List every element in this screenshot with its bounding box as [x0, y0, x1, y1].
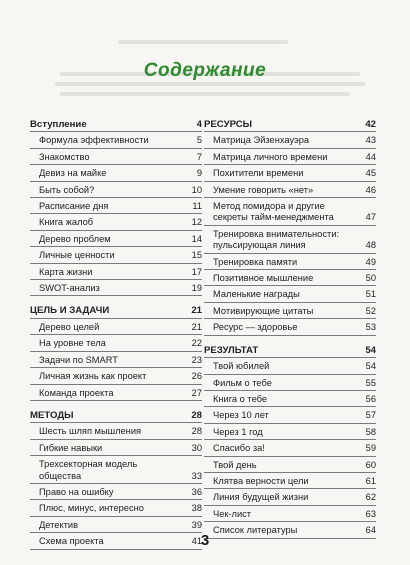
toc-entry[interactable]	[30, 319, 202, 335]
toc-entry-page: 5	[196, 135, 202, 146]
toc-entry-page: 46	[365, 184, 376, 195]
toc-heading-label: МЕТОДЫ	[30, 409, 74, 421]
toc-section	[30, 116, 202, 296]
toc-entry-page: 48	[365, 240, 376, 251]
toc-entry-page: 28	[191, 426, 202, 437]
toc-entry-label: Расписание дня	[39, 201, 109, 212]
toc-entry[interactable]	[204, 424, 376, 440]
toc-entry[interactable]	[30, 280, 202, 296]
toc-entry-label: Плюс, минус, интересно	[39, 503, 144, 514]
toc-entry[interactable]	[204, 457, 376, 473]
toc-entry-page: 64	[365, 525, 376, 536]
toc-entry[interactable]	[30, 247, 202, 263]
toc-entry-page: 44	[365, 151, 376, 162]
toc-entry-page: 47	[365, 212, 376, 223]
toc-entry-label: Через 1 год	[213, 426, 263, 437]
toc-entry[interactable]	[30, 423, 202, 439]
toc-entry-label: Гибкие навыки	[39, 442, 103, 453]
toc-heading-page: 21	[191, 305, 202, 317]
toc-entry-label: Знакомство	[39, 151, 90, 162]
toc-entry-page: 26	[191, 371, 202, 382]
toc-entry[interactable]	[204, 182, 376, 198]
toc-entry-label: Схема проекта	[39, 536, 104, 547]
toc-entry-page: 33	[191, 470, 202, 481]
toc-entry[interactable]	[30, 385, 202, 401]
toc-entry-label: SWOT-анализ	[39, 283, 100, 294]
toc-entry-page: 50	[365, 273, 376, 284]
page-number: 3	[200, 532, 210, 549]
toc-entry-page: 11	[192, 201, 202, 212]
toc-entry-label: Ресурс — здоровье	[213, 322, 298, 333]
toc-entry-label: Быть собой?	[39, 184, 95, 195]
toc-entry-page: 60	[365, 459, 376, 470]
toc-entry-label: Книга о тебе	[213, 393, 268, 404]
toc-entry[interactable]	[30, 214, 202, 230]
toc-entry-label: Право на ошибку	[39, 486, 114, 497]
toc-left-column	[30, 116, 202, 556]
toc-section	[30, 302, 202, 400]
toc-entry[interactable]	[204, 375, 376, 391]
toc-entry-page: 54	[365, 361, 376, 372]
toc-entry-page: 58	[365, 426, 376, 437]
toc-entry-page: 41	[191, 536, 202, 547]
toc-entry-page: 51	[365, 289, 376, 300]
toc-entry-label: Матрица личного времени	[213, 151, 328, 162]
toc-entry-label: Книга жалоб	[39, 217, 94, 228]
toc-entry[interactable]	[30, 149, 202, 165]
toc-entry-page: 56	[365, 393, 376, 404]
toc-heading-page: 42	[365, 119, 376, 130]
toc-entry-label: Матрица Эйзенхауэра	[213, 135, 310, 146]
toc-entry[interactable]	[30, 352, 202, 368]
toc-entry-label: Детектив	[39, 519, 79, 530]
toc-entry-page: 38	[191, 503, 202, 514]
toc-entry-page: 9	[196, 168, 202, 179]
toc-section-heading[interactable]	[30, 116, 202, 132]
toc-entry[interactable]	[30, 198, 202, 214]
toc-entry[interactable]	[30, 517, 202, 533]
toc-entry-page: 52	[365, 305, 376, 316]
toc-entry-label: Дерево целей	[39, 321, 100, 332]
toc-entry[interactable]	[204, 226, 376, 254]
toc-entry-page: 12	[191, 217, 202, 228]
toc-entry-page: 62	[365, 492, 376, 503]
toc-entry[interactable]	[204, 358, 376, 374]
toc-entry[interactable]	[30, 368, 202, 384]
toc-entry-label: Список литературы	[213, 525, 298, 536]
toc-entry-label: Через 10 лет	[213, 410, 269, 421]
toc-entry[interactable]	[204, 319, 376, 335]
toc-heading-page: 4	[196, 119, 202, 130]
toc-entry[interactable]	[204, 407, 376, 423]
toc-entry-page: 15	[191, 250, 202, 261]
toc-entry-label: Шесть шляп мышления	[39, 426, 142, 437]
toc-section-heading[interactable]	[30, 407, 202, 423]
toc-entry-label: Формула эффективности	[39, 135, 149, 146]
toc-entry-label: Твой юбилей	[213, 361, 270, 372]
toc-entry-page: 57	[365, 410, 376, 421]
toc-section-heading[interactable]	[204, 342, 376, 358]
toc-entry-label: Карта жизни	[39, 266, 93, 277]
toc-entry[interactable]	[30, 132, 202, 148]
toc-entry[interactable]	[30, 440, 202, 456]
toc-entry-page: 49	[365, 256, 376, 267]
toc-heading-label: ЦЕЛЬ И ЗАДАЧИ	[30, 305, 110, 317]
toc-entry-page: 45	[365, 168, 376, 179]
toc-entry-label: Метод помидора и другие секреты тайм-менеджмента	[213, 201, 334, 223]
toc-entry-label: Личная жизнь как проект	[39, 371, 147, 382]
toc-entry-page: 27	[191, 387, 202, 398]
toc-heading-page: 28	[191, 409, 202, 421]
toc-entry-page: 39	[191, 519, 202, 530]
toc-section	[30, 407, 202, 550]
toc-entry-page: 10	[191, 184, 202, 195]
toc-entry[interactable]	[30, 264, 202, 280]
toc-entry-page: 43	[365, 135, 376, 146]
toc-entry[interactable]	[204, 440, 376, 456]
toc-entry-page: 30	[191, 442, 202, 453]
toc-entry[interactable]	[204, 391, 376, 407]
toc-entry-page: 19	[191, 283, 202, 294]
toc-entry-label: Твой день	[213, 459, 257, 470]
toc-entry-label: Дерево проблем	[39, 233, 111, 244]
toc-entry-page: 55	[365, 377, 376, 388]
toc-entry-label: Фильм о тебе	[213, 377, 272, 388]
toc-entry-page: 36	[191, 486, 202, 497]
toc-entry[interactable]	[204, 303, 376, 319]
page-title: Содержание	[143, 60, 267, 81]
toc-entry-page: 21	[191, 321, 202, 332]
toc-entry[interactable]	[204, 149, 376, 165]
toc-entry-label: Линия будущей жизни	[213, 492, 309, 503]
toc-entry-page: 63	[365, 508, 376, 519]
toc-entry[interactable]	[204, 286, 376, 302]
toc-entry-page: 14	[191, 233, 202, 244]
toc-entry-label: Трехсекторная модель общества	[39, 459, 138, 481]
toc-entry-label: На уровне тела	[39, 338, 106, 349]
toc-entry-label: Клятва верности цели	[213, 475, 309, 486]
toc-entry[interactable]	[30, 231, 202, 247]
toc-entry-label: Маленькие награды	[213, 289, 300, 300]
toc-entry[interactable]	[204, 489, 376, 505]
toc-entry[interactable]	[30, 335, 202, 351]
toc-entry[interactable]	[204, 165, 376, 181]
toc-entry-label: Мотивирующие цитаты	[213, 305, 314, 316]
toc-entry-page: 61	[365, 475, 376, 486]
toc-heading-label: РЕЗУЛЬТАТ	[204, 344, 259, 356]
toc-entry[interactable]	[204, 132, 376, 148]
toc-heading-label: РЕСУРСЫ	[204, 119, 253, 130]
toc-entry[interactable]	[30, 500, 202, 516]
toc-entry[interactable]	[30, 456, 202, 484]
toc-entry-page: 17	[191, 266, 202, 277]
toc-entry[interactable]	[30, 165, 202, 181]
toc-entry-label: Похитители времени	[213, 168, 304, 179]
toc-entry-label: Личные ценности	[39, 250, 115, 261]
toc-entry[interactable]	[204, 473, 376, 489]
toc-entry[interactable]	[204, 198, 376, 226]
toc-heading-page: 54	[365, 344, 376, 356]
toc-section-heading[interactable]	[30, 302, 202, 318]
toc-right-column	[204, 116, 376, 545]
toc-entry-page: 59	[365, 443, 376, 454]
toc-entry-label: Команда проекта	[39, 387, 114, 398]
toc-entry-label: Девиз на майке	[39, 168, 107, 179]
toc-section	[204, 342, 376, 539]
toc-heading-label: Вступление	[30, 119, 87, 130]
toc-entry[interactable]	[204, 506, 376, 522]
toc-entry-label: Задачи по SMART	[39, 354, 118, 365]
toc-entry[interactable]	[204, 254, 376, 270]
toc-entry-page: 7	[196, 151, 202, 162]
toc-entry-label: Спасибо за!	[213, 443, 265, 454]
toc-entry[interactable]	[30, 182, 202, 198]
toc-entry-label: Тренировка внимательности: пульсирующая линия	[213, 228, 340, 251]
toc-entry-label: Чек-лист	[213, 508, 252, 519]
toc-entry-label: Позитивное мышление	[213, 273, 314, 284]
toc-entry[interactable]	[30, 484, 202, 500]
toc-entry-page: 23	[191, 354, 202, 365]
toc-section	[204, 116, 376, 336]
toc-entry-page: 22	[191, 338, 202, 349]
toc-section-heading[interactable]	[204, 116, 376, 132]
toc-entry[interactable]	[204, 270, 376, 286]
toc-entry-label: Тренировка памяти	[213, 256, 298, 267]
toc-entry-label: Умение говорить «нет»	[213, 184, 314, 195]
toc-entry-page: 53	[365, 322, 376, 333]
